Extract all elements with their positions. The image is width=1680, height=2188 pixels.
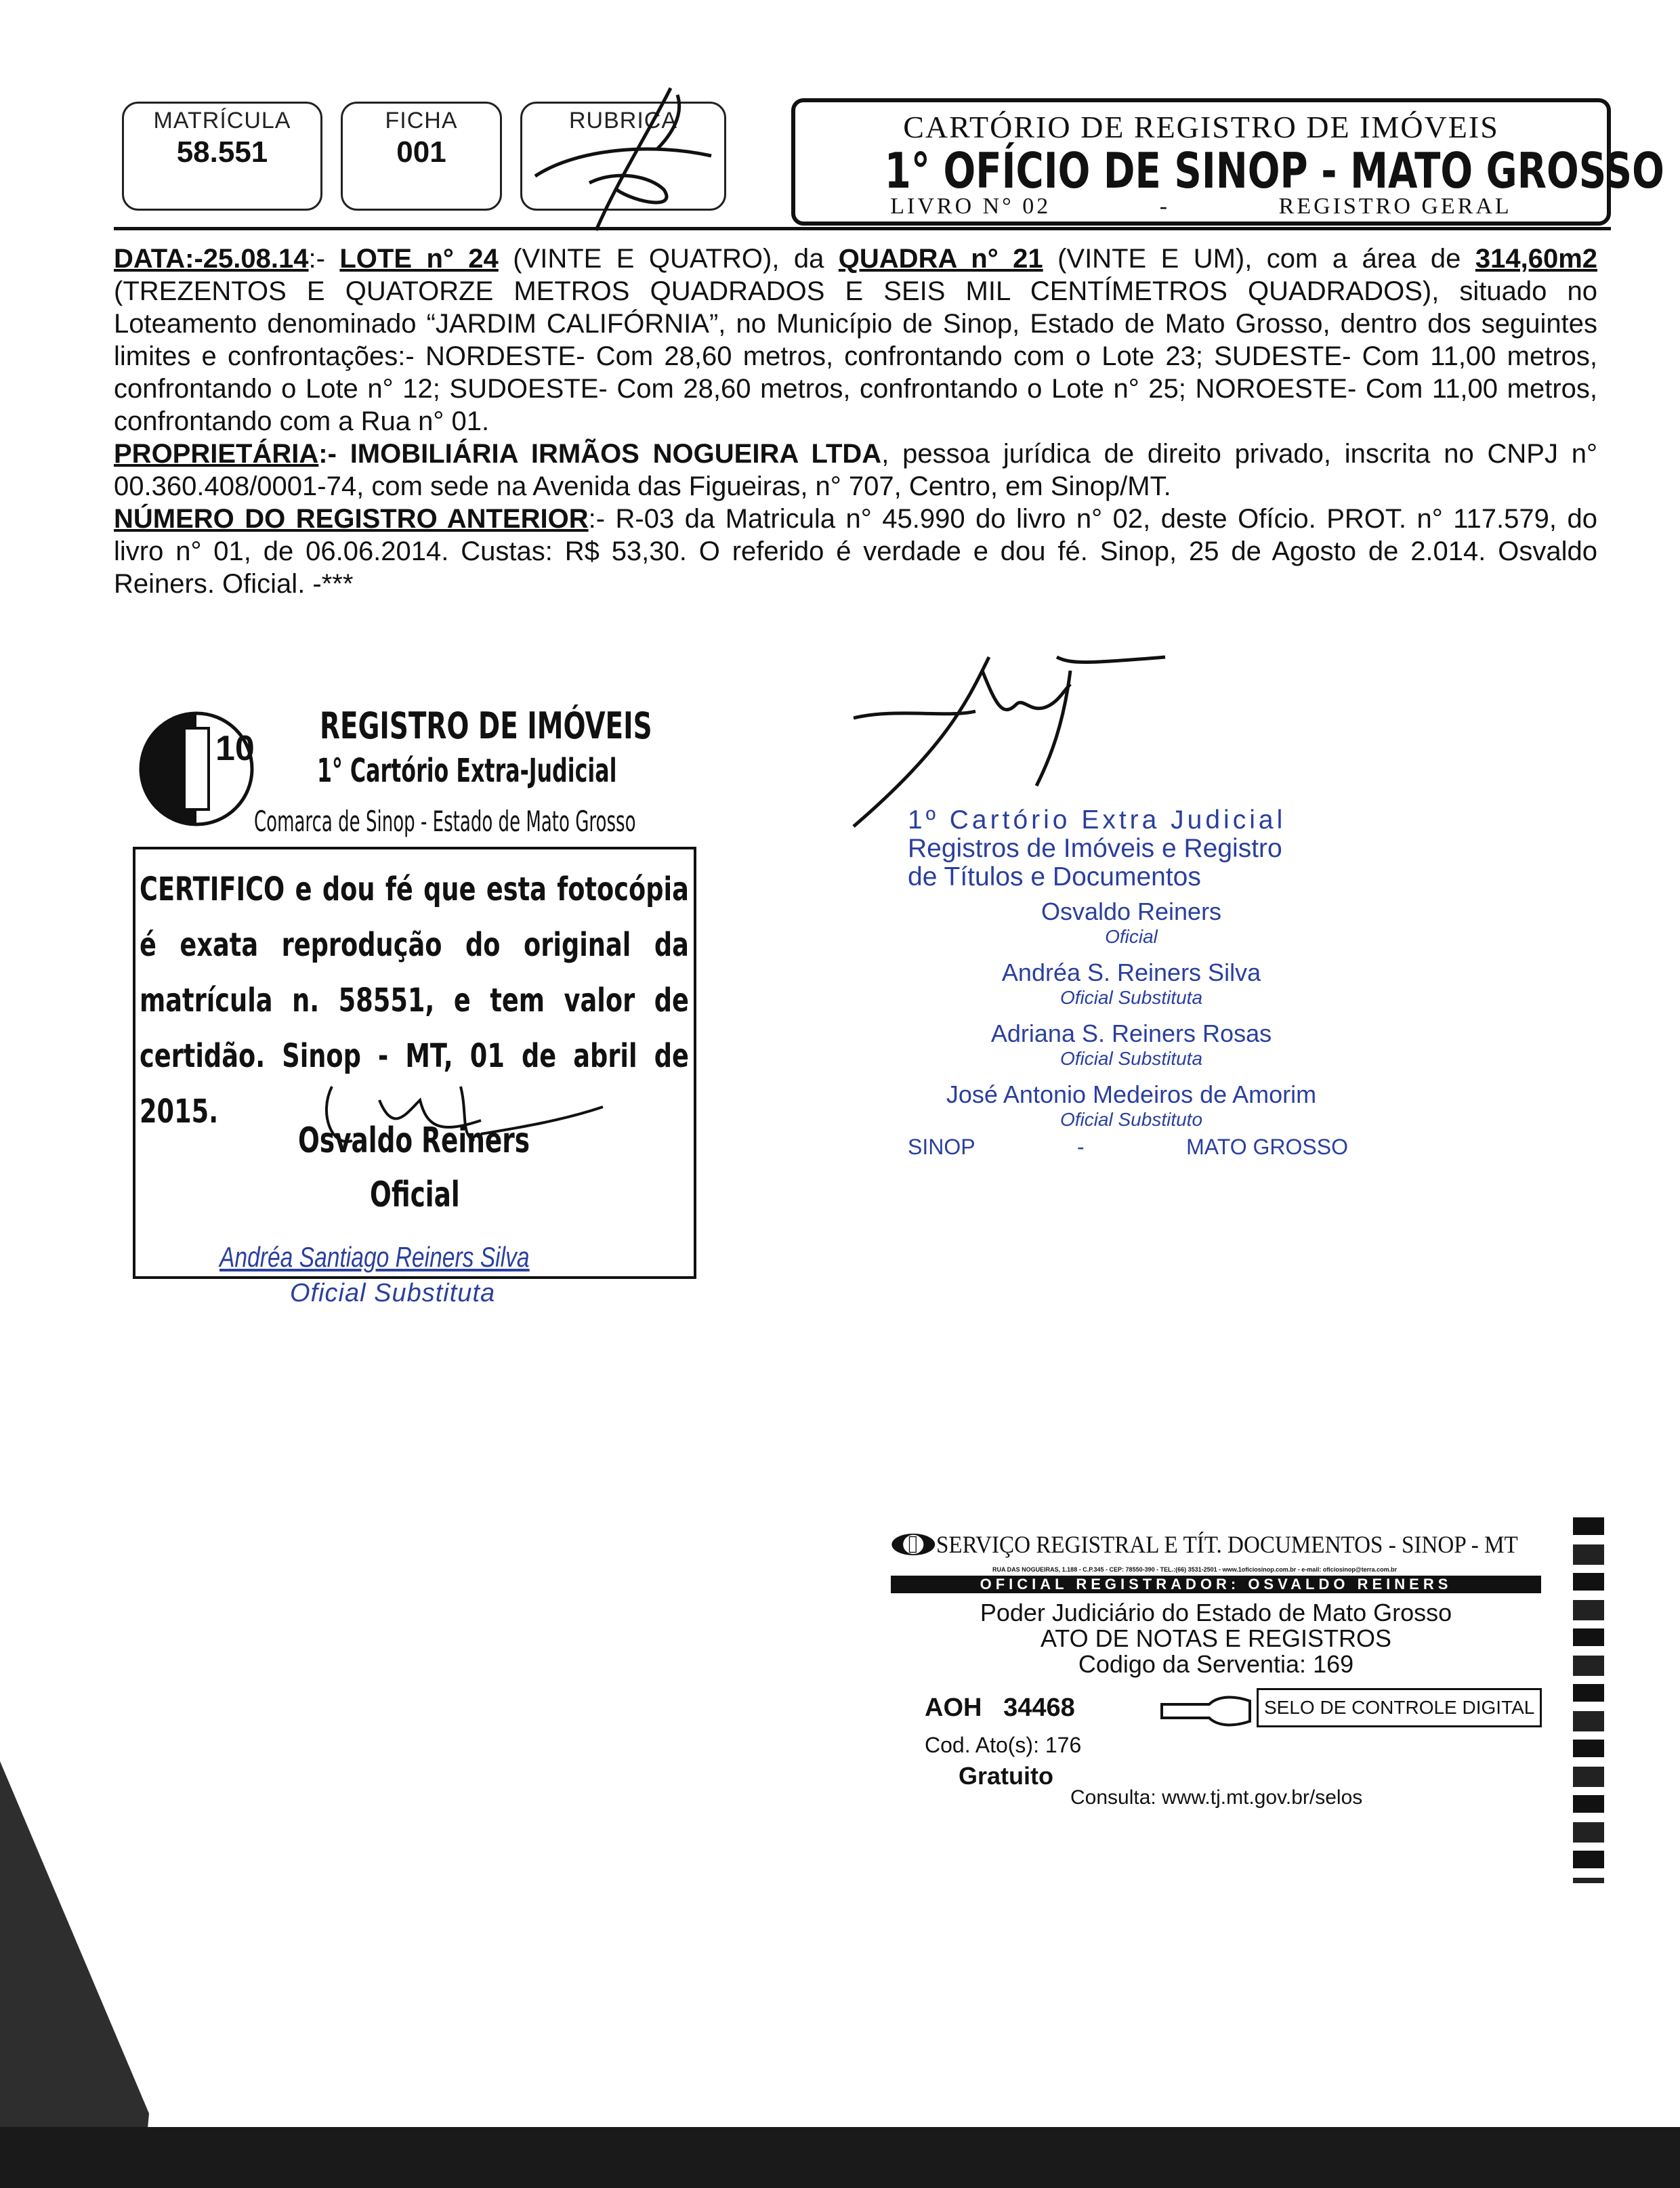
lot-label: LOTE n° 24 — [339, 244, 499, 274]
book-separator: - — [1159, 194, 1171, 219]
area-value: 314,60m2 — [1475, 244, 1597, 274]
person-name: Adriana S. Reiners Rosas — [990, 1019, 1272, 1047]
previous-registration — [114, 503, 1597, 600]
owner-name: IMOBILIÁRIA IRMÃOS NOGUEIRA LTDA — [350, 439, 882, 469]
substitute-role: Oficial Substituta — [290, 1279, 496, 1307]
registry-office-header — [791, 98, 1664, 226]
stamp-title: REGISTRO DE IMÓVEIS — [320, 704, 652, 747]
person-entry — [908, 1019, 1355, 1080]
scan-shadow — [0, 1761, 1680, 2188]
seal-line3: Codigo da Serventia: 169 — [1078, 1650, 1354, 1678]
text-run: (VINTE E UM), com a área de — [1043, 244, 1475, 274]
certifier-role: Oficial — [370, 1175, 460, 1215]
text-run: , pessoa jurídica de direito privado, inscrita no CNPJ n° 00.360.408/0001-74, com sede na Avenida das Figueiras, n° 707, Centro, em Sinop/MT. — [114, 439, 1597, 501]
blue-stamp-city: SINOP — [908, 1135, 975, 1159]
header-rule — [114, 227, 1611, 230]
date-label: DATA:-25.08.14 — [114, 244, 309, 274]
pointing-hand-icon — [1155, 1684, 1257, 1731]
rubrica-label: RUBRICA — [568, 108, 678, 133]
owner-label: PROPRIETÁRIA — [114, 439, 319, 469]
ficha-value: 001 — [396, 135, 446, 169]
seal-gratuito: Gratuito — [959, 1762, 1053, 1790]
block-label: QUADRA n° 21 — [838, 244, 1043, 274]
book-number: LIVRO N° 02 — [890, 194, 1051, 219]
seal-official-bar: OFICIAL REGISTRADOR: OSVALDO REINERS — [891, 1576, 1541, 1593]
seal-logo-icon — [891, 1517, 936, 1572]
blue-stamp — [908, 806, 1382, 891]
ficha-box — [341, 102, 502, 211]
blue-stamp-line2: Registros de Imóveis e Registro — [908, 834, 1282, 863]
text-run: :- — [308, 244, 340, 274]
seal-line1: Poder Judiciário do Estado de Mato Grosso — [980, 1599, 1452, 1626]
text-run: :- — [318, 439, 350, 469]
substitute-name: Andréa Santiago Reiners Silva — [219, 1241, 530, 1273]
ficha-label: FICHA — [385, 108, 458, 133]
office-name: 1° OFÍCIO DE SINOP - MATO GROSSO — [884, 142, 1664, 199]
book-type: REGISTRO GERAL — [1278, 194, 1512, 219]
person-role: Oficial Substituto — [1059, 1109, 1203, 1130]
person-name: Osvaldo Reiners — [1041, 898, 1222, 925]
blue-stamp-line3: de Títulos e Documentos — [908, 862, 1201, 891]
text-run: (VINTE E QUATRO), da — [498, 244, 839, 274]
seal-address: RUA DAS NOGUEIRAS, 1.188 - C.P.345 - CEP: 78550-390 - TEL.:(66) 3531-2501 - www.1oficiosinop.com.br - e-mail: oficiosinop@terra.com.br — [992, 1566, 1398, 1573]
text-run: (TREZENTOS E QUATORZE METROS QUADRADOS E SEIS MIL CENTÍMETROS QUADRADOS), situado no Loteamento denominado “JARDIM CALIFÓRNIA”, no Município de Sinop, Estado de Mato Grosso, dentro dos seguintes limites e confrontações:- NORDESTE- Com 28,60 metros, confrontando com o Lote 23; SUDESTE- Com 11,00 metros, confrontando o Lote n° 12; SUDOESTE- Com 28,60 metros, confrontando o Lote n° 25; NOROESTE- Com 11,00 metros, confrontando com a Rua n° 01. — [114, 276, 1597, 436]
seal-line2: ATO DE NOTAS E REGISTROS — [1040, 1624, 1392, 1652]
previous-registration-label: NÚMERO DO REGISTRO ANTERIOR — [114, 504, 589, 534]
seal-label: SELO DE CONTROLE DIGITAL — [1257, 1688, 1542, 1727]
certifier-name: Osvaldo Reiners — [298, 1120, 530, 1161]
logo-number: 10 — [215, 729, 255, 768]
text-run: :- R-03 da Matricula n° 45.990 do livro n° 02, deste Ofício. PROT. n° 117.579, do livro n° 01, de 06.06.2014. Custas: R$ 53,30. O referido é verdade e dou fé. Sinop, 25 de Agosto de 2.014. Osvaldo Reiners. Oficial. -*** — [114, 504, 1597, 599]
person-entry — [908, 1080, 1355, 1135]
person-role: Oficial — [1105, 926, 1158, 947]
blue-stamp-state: MATO GROSSO — [1186, 1135, 1348, 1159]
seal-code: AOH 34468 — [925, 1693, 1075, 1722]
seal-consulta: Consulta: www.tj.mt.gov.br/selos — [1070, 1786, 1363, 1809]
office-title: CARTÓRIO DE REGISTRO DE IMÓVEIS — [903, 110, 1499, 144]
blue-stamp-line1: 1º Cartório Extra Judicial — [908, 805, 1286, 835]
matricula-box — [122, 102, 322, 211]
person-role: Oficial Substituta — [1059, 987, 1203, 1008]
person-name: Andréa S. Reiners Silva — [1001, 959, 1261, 986]
matricula-label: MATRÍCULA — [153, 108, 291, 133]
seal-code-line — [891, 1684, 1568, 1731]
blue-stamp-city-line — [908, 1135, 1348, 1160]
registry-stamp-logo — [135, 708, 257, 830]
stamp-comarca: Comarca de Sinop - Estado de Mato Grosso — [254, 805, 636, 838]
stamp-subtitle: 1° Cartório Extra-Judicial — [317, 752, 617, 790]
oficio-logo-icon — [135, 708, 257, 830]
logo-text: OFÍCIO — [163, 742, 177, 789]
property-description — [114, 243, 1597, 438]
person-entry — [908, 898, 1355, 959]
person-name: José Antonio Medeiros de Amorim — [946, 1080, 1317, 1108]
blue-stamp-people — [908, 898, 1355, 1160]
seal-act-code: Cod. Ato(s): 176 — [925, 1733, 1082, 1757]
registration-text — [114, 243, 1597, 600]
certification-box — [133, 847, 696, 1279]
seal-service: SERVIÇO REGISTRAL E TÍT. DOCUMENTOS - SINOP - MT — [936, 1531, 1518, 1558]
person-entry — [908, 959, 1355, 1019]
matricula-value: 58.551 — [176, 135, 268, 169]
blue-stamp-sep: - — [1077, 1135, 1085, 1159]
seal-lines — [891, 1600, 1541, 1677]
certification-text: CERTIFICO e dou fé que esta fotocópia é exata reprodução do original da matrícula n. 58551, e tem valor de certidão. Sinop - MT, 01 de abril de 2015. — [140, 870, 689, 1131]
seal-service-line — [891, 1517, 1568, 1572]
owner-paragraph — [114, 438, 1597, 503]
person-role: Oficial Substituta — [1059, 1048, 1203, 1069]
